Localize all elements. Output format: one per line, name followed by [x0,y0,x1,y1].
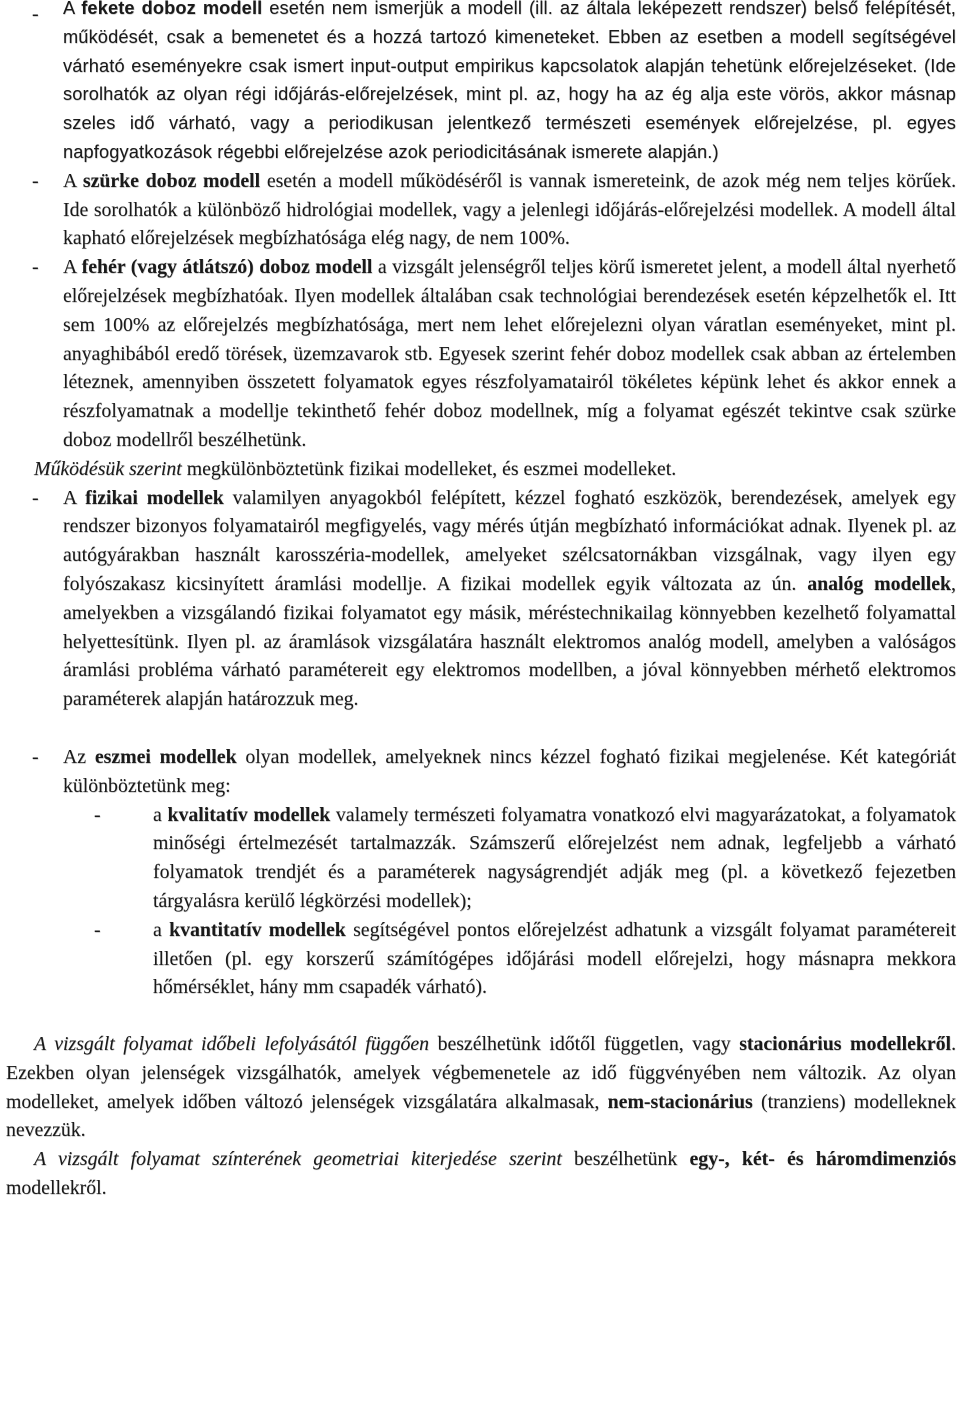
list-item-whitebox [6,253,956,455]
physical-pre: A [63,486,86,509]
sublist-dash: - [94,918,101,941]
operation-italic: Működésük szerint [34,457,182,480]
temporal-text2: . Ezekben olyan jelenségek vizsgálhatók, amelyek végbemenetele az idő függvényében nem változik. Az olyan modelleket, amelyek időben változó jelenségek vizsgálatára alkalmasak, [6,1033,957,1113]
spatial-text1: beszélhetünk [561,1148,690,1171]
temporal-paragraph [6,1030,956,1145]
list-dash: - [32,3,39,25]
spatial-paragraph [6,1145,956,1203]
whitebox-term: fehér (vagy átlátszó) doboz modell [81,256,373,279]
spatial-italic: A vizsgált folyamat színterének geometriai kiterjedése szerint [34,1148,562,1171]
ideal-pre: Az [63,745,95,768]
greybox-text: esetén a modell működéséről is vannak ismereteink, de azok még nem teljes körűek. Ide sorolhatók a különböző hidrológiai modellek, vagy a jelenlegi időjárás-előrejelzési modellek. A modell által kapható előrejelzések megbízhatósága elég nagy, de nem 100%. [63,169,957,250]
blackbox-text: esetén nem ismerjük a modell (ill. az általa leképezett rendszer) belső felépítését, működését, csak a bemenetet és a hozzá tartozó kimeneteket. Ebben az esetben a modell segítségével várható eseményekre csak ismert input-output empirikus kapcsolatok alapján tehetünk előrejelzéseket. (Ide sorolhatók az olyan régi időjárás-előrejelzések, mint pl. az, hogy ha az ég alja este vörös, akkor másnap szeles idő várható, vagy a periodikusan jelentkező természeti események előrejelzése, pl. egyes napfogyatkozások régebbi előrejelzése azok periodicitásának ismerete alapján.) [63,0,956,162]
dimension-term: egy-, két- és háromdimenziós [689,1148,957,1171]
physical-text2: , amelyekben a vizsgálandó fizikai folyamatot egy másik, méréstechnikailag könnyebben kezelhető folyamattal helyettesítünk. Ilyen pl. az áramlások vizsgálatára használt elektromos analóg modell, amelyben a valóságos áramlási probléma várható paramétereit egy elektromos modellben, a jóval könnyebben mérhető elektromos paraméterek alapján határozzuk meg. [63,572,956,711]
nonstationary-term: nem-stacionárius [607,1090,753,1113]
whitebox-pre: A [63,256,82,279]
qualitative-pre: a [153,803,168,826]
temporal-text1: beszélhetünk időtől független, vagy [429,1033,740,1056]
temporal-text3: (tranziens) modelleknek nevezzük. [6,1090,957,1142]
temporal-italic: A vizsgált folyamat időbeli lefolyásától függően [34,1033,430,1056]
quantitative-text: segítségével pontos előrejelzést adhatunk a vizsgált folyamat paramétereit illetően (pl. egy korszerű számítógépes időjárási modell előrejelzi, hogy másnapra mekkora hőmérséklet, hány mm csapadék várható). [153,918,956,999]
list-item-ideal [6,743,956,801]
spatial-text2: modellekről. [6,1177,107,1200]
whitebox-text: a vizsgált jelenségről teljes körű ismeretet jelent, a modell által nyerhető előrejelzések megbízhatóak. Ilyen modellek általában csak technológiai berendezések esetén képzelhetők el. Itt sem 100% az előrejelzés megbízhatósága, mert nem lehet előrejelezni olyan váratlan eseményeket, mint pl. anyaghibából eredő törések, üzemzavarok stb. Egyesek szerint fehér doboz modellek csak abban az értelemben léteznek, amennyiben összetett folyamatok egyes részfolyamatairól tökéletes képünk lehet és akkor ennek a részfolyamatnak a modellje tekinthető fehér doboz modellnek, míg a folyamat egészét tekintve csak szürke doboz modellről beszélhetünk. [63,256,956,451]
stationary-term: stacionárius modellekről [739,1033,952,1056]
analog-term: analóg modellek [807,572,952,595]
physical-text1: valamilyen anyagokból felépített, kézzel fogható eszközök, berendezések, amelyek egy rendszer bizonyos folyamatairól megfigyelés, vagy mérés útján megbízható információkat adnak. Ilyenek pl. az autógyárakban használt karosszéria-modellek, amelyeket szélcsatornákban vizsgálnak, vagy ilyen egy folyószakasz kicsinyített áramlási modellje. A fizikai modellek egyik változata az ún. [63,486,956,595]
qualitative-paragraph [153,801,956,916]
list-dash: - [32,486,39,509]
quantitative-paragraph [153,916,956,1002]
list-item-blackbox [6,0,956,167]
qualitative-text: valamely természeti folyamatra vonatkozó elvi magyarázatokat, a folyamatok minőségi értelmezését tartalmazzák. Számszerű előrejelzést nem adnak, legfeljebb a várható folyamatok trendjét és a paraméterek nagyságrendjét adják meg (pl. a következő fejezetben tárgyalásra kerülő légkörzési modellek); [153,803,956,912]
operation-paragraph [6,455,956,484]
spacer [6,1002,956,1030]
quantitative-pre: a [153,918,170,941]
list-dash: - [32,745,39,768]
quantitative-term: kvantitatív modellek [169,918,346,941]
spacer [6,714,956,743]
greybox-term: szürke doboz modell [82,169,261,192]
whitebox-paragraph [63,253,956,455]
ideal-text: olyan modellek, amelyeknek nincs kézzel fogható fizikai megjelenése. Két kategóriát különböztetünk meg: [63,745,956,797]
greybox-pre: A [63,169,83,192]
blackbox-term: fekete doboz modell [81,0,263,18]
list-dash: - [32,169,39,192]
blackbox-pre: A [63,0,82,18]
list-item-greybox [6,167,956,253]
ideal-paragraph [63,743,956,801]
physical-paragraph [63,484,956,714]
blackbox-paragraph [63,0,956,167]
ideal-term: eszmei modellek [94,745,237,768]
list-dash: - [32,256,39,279]
sublist-item-quantitative [6,916,956,1002]
sublist-dash: - [94,803,101,826]
operation-text: megkülönböztetünk fizikai modelleket, és eszmei modelleket. [181,457,677,480]
physical-term: fizikai modellek [85,486,224,509]
list-item-physical [6,484,956,714]
greybox-paragraph [63,167,956,253]
qualitative-term: kvalitatív modellek [167,803,331,826]
sublist-item-qualitative [6,801,956,916]
